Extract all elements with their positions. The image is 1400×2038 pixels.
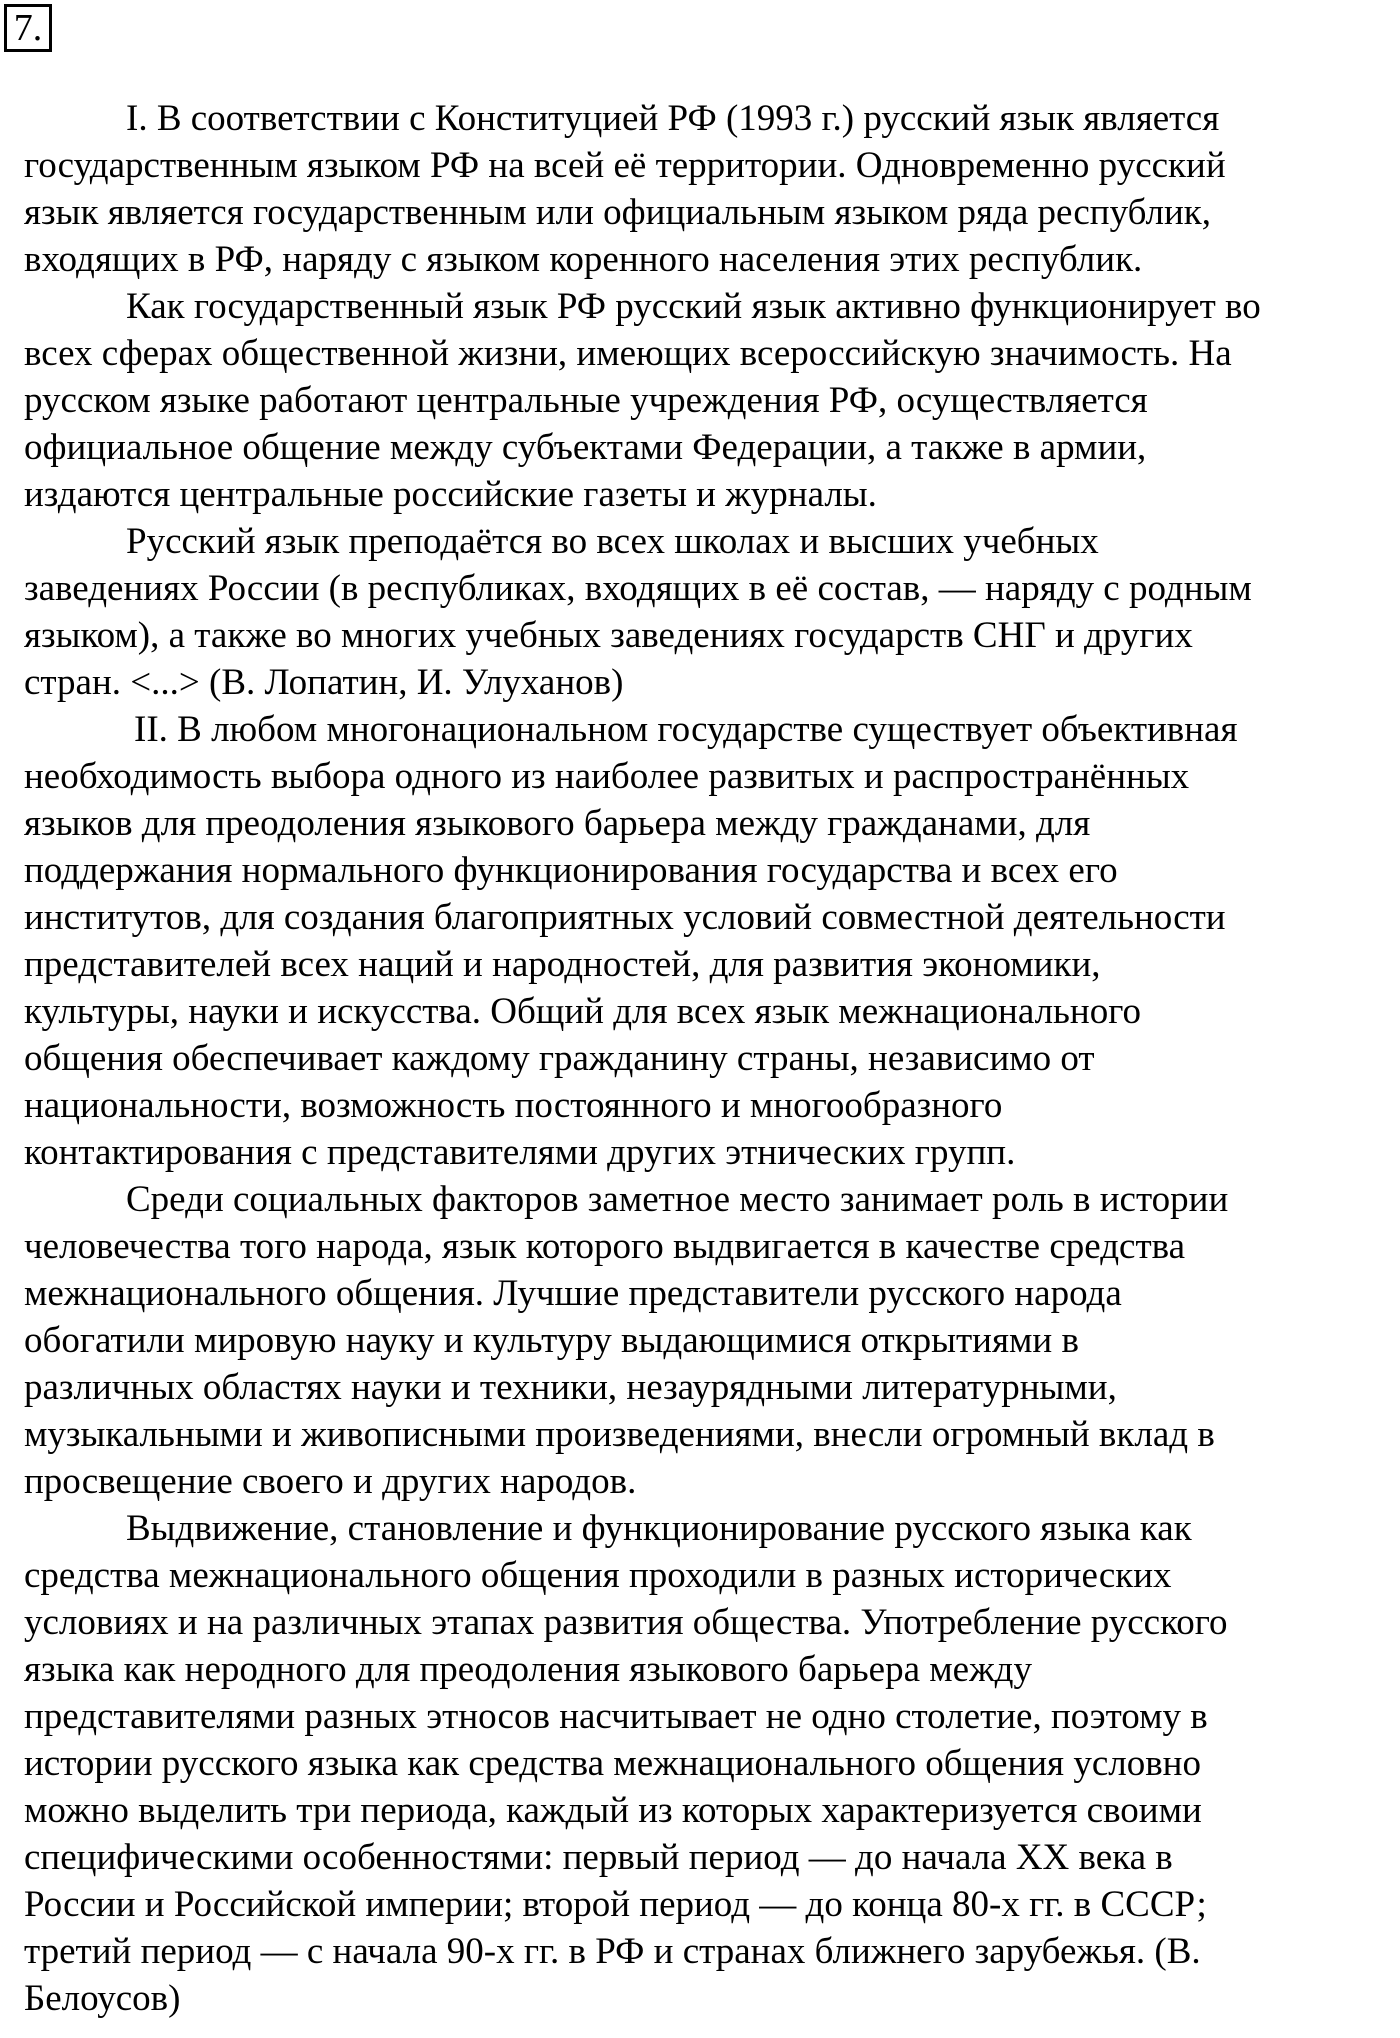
text-line: всех сферах общественной жизни, имеющих всероссийскую значимость. На bbox=[24, 333, 1232, 374]
text-line: различных областях науки и техники, незаурядными литературными, bbox=[24, 1367, 1117, 1408]
text-line: поддержания нормального функционирования государства и всех его bbox=[24, 850, 1118, 891]
text-line: институтов, для создания благоприятных условий совместной деятельности bbox=[24, 897, 1226, 938]
text-line: языка как неродного для преодоления языкового барьера между bbox=[24, 1649, 1032, 1690]
text-line: необходимость выбора одного из наиболее развитых и распространённых bbox=[24, 756, 1190, 797]
text-line: обогатили мировую науку и культуру выдающимися открытиями в bbox=[24, 1320, 1079, 1361]
text-line: языков для преодоления языкового барьера между гражданами, для bbox=[24, 803, 1091, 844]
text-line: язык является государственным или официальным языком ряда республик, bbox=[24, 192, 1211, 233]
text-line: Среди социальных факторов заметное место занимает роль в истории bbox=[126, 1179, 1229, 1220]
text-line: представителей всех наций и народностей, для развития экономики, bbox=[24, 944, 1101, 985]
text-line: третий период — с начала 90-х гг. в РФ и странах ближнего зарубежья. (В. bbox=[24, 1931, 1201, 1972]
text-line: национальности, возможность постоянного и многообразного bbox=[24, 1085, 1003, 1126]
text-line: специфическими особенностями: первый период — до начала XX века в bbox=[24, 1837, 1173, 1878]
text-line: заведениях России (в республиках, входящих в её состав, — наряду с родным bbox=[24, 568, 1252, 609]
text-line: языком), а также во многих учебных заведениях государств СНГ и других bbox=[24, 615, 1193, 656]
text-line: условиях и на различных этапах развития общества. Употребление русского bbox=[24, 1602, 1228, 1643]
text-line: государственным языком РФ на всей её территории. Одновременно русский bbox=[24, 145, 1226, 186]
text-line: музыкальными и живописными произведениями, внесли огромный вклад в bbox=[24, 1414, 1215, 1455]
text-line: просвещение своего и других народов. bbox=[24, 1461, 637, 1502]
text-line: II. В любом многонациональном государстве существует объективная bbox=[134, 709, 1238, 750]
task-number-box: 7. bbox=[4, 4, 52, 52]
text-line: входящих в РФ, наряду с языком коренного населения этих республик. bbox=[24, 239, 1143, 280]
text-line: издаются центральные российские газеты и журналы. bbox=[24, 474, 877, 515]
text-line: контактирования с представителями других этнических групп. bbox=[24, 1132, 1016, 1173]
text-line: стран. <...> (В. Лопатин, И. Улуханов) bbox=[24, 662, 624, 703]
text-line: представителями разных этносов насчитывает не одно столетие, поэтому в bbox=[24, 1696, 1208, 1737]
text-line: России и Российской империи; второй период — до конца 80-х гг. в СССР; bbox=[24, 1884, 1207, 1925]
text-line: I. В соответствии с Конституцией РФ (1993 г.) русский язык является bbox=[126, 98, 1220, 139]
text-line: общения обеспечивает каждому гражданину страны, независимо от bbox=[24, 1038, 1095, 1079]
text-line: Как государственный язык РФ русский язык активно функционирует во bbox=[126, 286, 1261, 327]
text-line: культуры, науки и искусства. Общий для всех язык межнационального bbox=[24, 991, 1141, 1032]
text-line: человечества того народа, язык которого выдвигается в качестве средства bbox=[24, 1226, 1186, 1267]
text-line: межнационального общения. Лучшие представители русского народа bbox=[24, 1273, 1122, 1314]
text-line: Русский язык преподаётся во всех школах и высших учебных bbox=[126, 521, 1099, 562]
text-line: средства межнационального общения проходили в разных исторических bbox=[24, 1555, 1172, 1596]
text-line: официальное общение между субъектами Федерации, а также в армии, bbox=[24, 427, 1147, 468]
text-line: можно выделить три периода, каждый из которых характеризуется своими bbox=[24, 1790, 1202, 1831]
text-line: истории русского языка как средства межнационального общения условно bbox=[24, 1743, 1201, 1784]
text-line: Выдвижение, становление и функционирование русского языка как bbox=[126, 1508, 1192, 1549]
text-line: Белоусов) bbox=[24, 1978, 181, 2019]
text-line: русском языке работают центральные учреждения РФ, осуществляется bbox=[24, 380, 1148, 421]
